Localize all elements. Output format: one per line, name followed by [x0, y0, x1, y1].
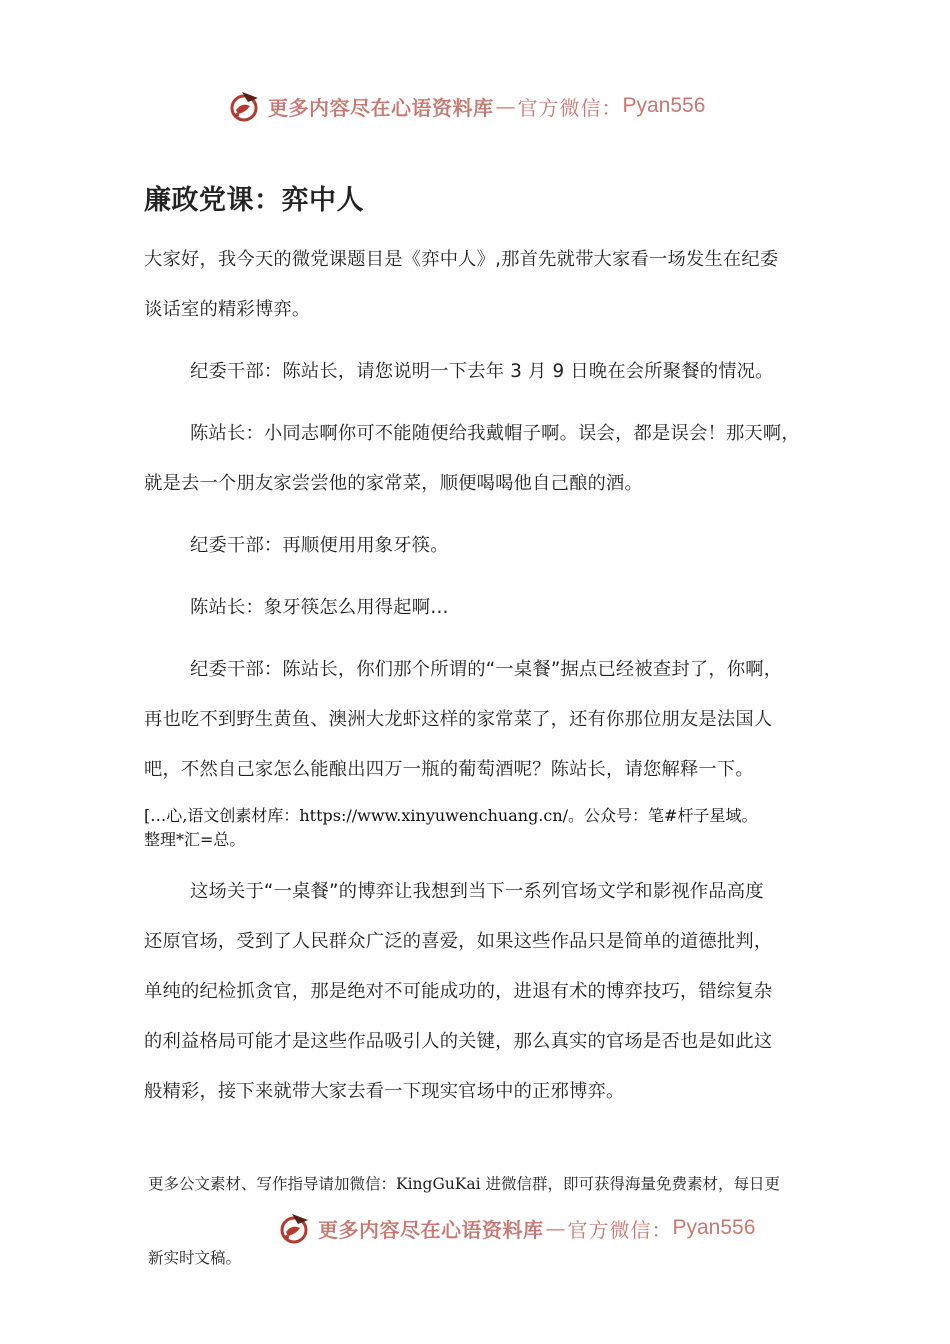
paragraph-line: 再也吃不到野生黄鱼、澳洲大龙虾这样的家常菜了，还有你那位朋友是法国人	[144, 709, 773, 730]
paragraph-line: 就是去一个朋友家尝尝他的家常菜，顺便喝喝他自己酿的酒。	[144, 473, 643, 494]
banner-brand: 更多内容尽在心语资料库	[268, 95, 494, 120]
paragraph-line: 陈站长：小同志啊你可不能随便给我戴帽子啊。误会，都是误会！那天啊，	[190, 423, 800, 444]
paragraph-line: 大家好，我今天的微党课题目是《弈中人》,那首先就带大家看一场发生在纪委	[144, 249, 779, 270]
banner-brand: 更多内容尽在心语资料库	[318, 1217, 544, 1242]
paragraph-line: 纪委干部：陈站长，请您说明一下去年 3 月 9 日晚在会所聚餐的情况。	[190, 361, 774, 382]
banner-separator: —	[545, 1216, 566, 1240]
paragraph-line: 的利益格局可能才是这些作品吸引人的关键，那么真实的官场是否也是如此这	[144, 1031, 773, 1052]
pen-logo-icon	[278, 1210, 314, 1246]
source-note-line: […心,语文创素材库：https://www.xinyuwenchuang.cn/。公众号：笔#杆子星域。	[144, 806, 758, 825]
banner-wechat-label: 官方微信：	[567, 1217, 673, 1242]
footer-line: 更多公文素材、写作指导请加微信：KingGuKai 进微信群，即可获得海量免费素材，每日更	[148, 1175, 781, 1193]
paragraph-line: 吧，不然自己家怎么能酿出四万一瓶的葡萄酒呢？陈站长，请您解释一下。	[144, 759, 754, 780]
page-title: 廉政党课：弈中人	[144, 185, 364, 216]
banner-wechat-id: Pyan556	[622, 94, 706, 117]
paragraph-line: 谈话室的精彩博弈。	[144, 299, 311, 320]
paragraph-line: 还原官场，受到了人民群众广泛的喜爱，如果这些作品只是简单的道德批判，	[144, 931, 773, 952]
footer-banner	[278, 1208, 755, 1248]
footer-line: 新实时文稿。	[148, 1249, 242, 1267]
banner-separator: —	[495, 94, 516, 118]
paragraph-line: 般精彩，接下来就带大家去看一下现实官场中的正邪博弈。	[144, 1081, 625, 1102]
paragraph-line: 陈站长：象牙筷怎么用得起啊…	[190, 597, 449, 618]
pen-logo-icon	[228, 88, 264, 124]
paragraph-line: 这场关于“一桌餐”的博弈让我想到当下一系列官场文学和影视作品高度	[190, 881, 764, 902]
paragraph-line: 单纯的纪检抓贪官，那是绝对不可能成功的，进退有术的博弈技巧，错综复杂	[144, 981, 773, 1002]
paragraph-line: 纪委干部：陈站长，你们那个所谓的“一桌餐”据点已经被查封了，你啊，	[190, 659, 783, 680]
banner-wechat-label: 官方微信：	[517, 95, 623, 120]
banner-wechat-id: Pyan556	[672, 1216, 756, 1239]
header-banner	[228, 86, 705, 126]
paragraph-line: 纪委干部：再顺便用用象牙筷。	[190, 535, 449, 556]
source-note-line: 整理*汇=总。	[144, 830, 246, 849]
